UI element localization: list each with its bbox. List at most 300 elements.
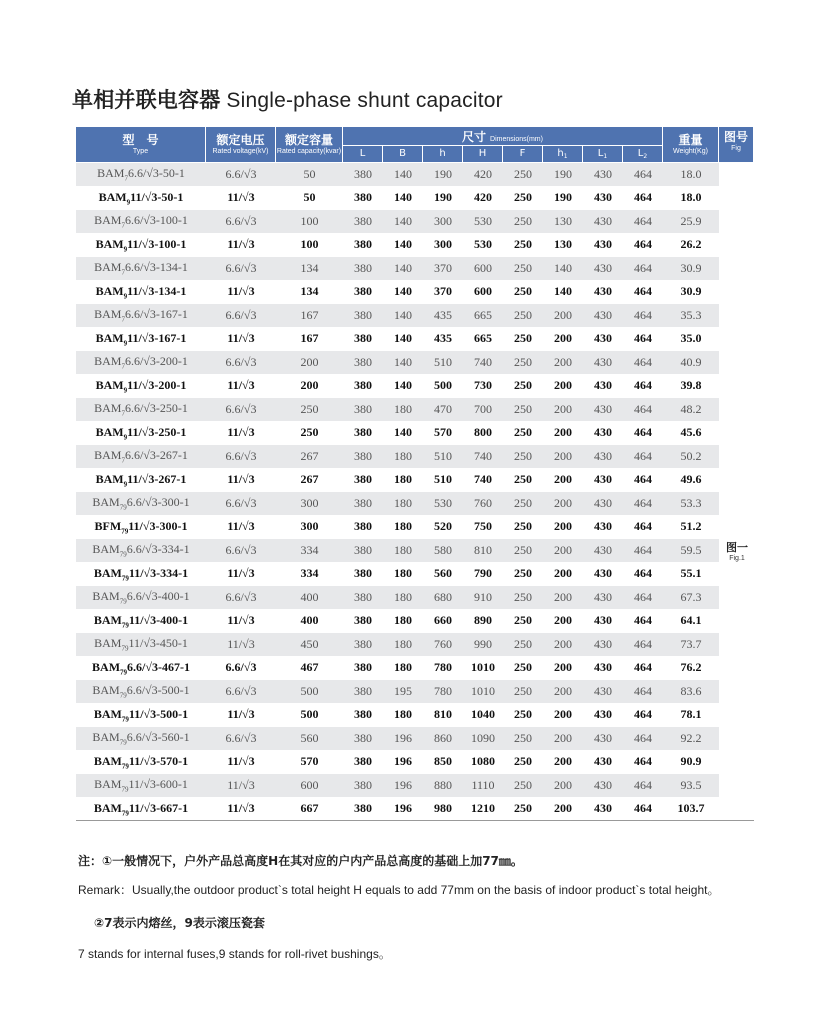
table-cell: 380 — [343, 727, 383, 751]
table-cell: 430 — [583, 704, 623, 728]
table-cell: 250 — [503, 445, 543, 469]
table-cell: 1010 — [463, 680, 503, 704]
table-row — [76, 422, 754, 446]
table-cell: 6.6/√3 — [206, 304, 276, 328]
table-cell: 250 — [503, 469, 543, 493]
table-cell: 380 — [343, 351, 383, 375]
table-cell: 250 — [503, 610, 543, 634]
header-dimensions: 尺寸 Dimensions(mm) — [343, 127, 663, 146]
model-cell: $BAM_{79}6.6/√3-500-1$ — [76, 680, 206, 704]
table-cell: 380 — [343, 633, 383, 657]
table-cell: 380 — [343, 586, 383, 610]
table-cell: 464 — [623, 563, 663, 587]
table-cell: 430 — [583, 633, 623, 657]
table-cell: 380 — [343, 774, 383, 798]
table-cell: 250 — [503, 751, 543, 775]
model-cell: $BAM_911/√3-250-1$ — [76, 422, 206, 446]
table-cell: 200 — [543, 351, 583, 375]
table-cell: 140 — [383, 422, 423, 446]
table-cell: 6.6/√3 — [206, 727, 276, 751]
model-cell: $BAM_{79}11/√3-570-1$ — [76, 751, 206, 775]
table-cell: 200 — [543, 492, 583, 516]
table-cell: 11/√3 — [206, 704, 276, 728]
table-cell: 49.6 — [663, 469, 719, 493]
table-cell: 190 — [543, 187, 583, 211]
table-cell: 730 — [463, 375, 503, 399]
table-cell: 18.0 — [663, 187, 719, 211]
header-weight: 重量 Weight(Kg) — [663, 127, 719, 163]
table-cell: 665 — [463, 328, 503, 352]
table-cell: 250 — [276, 422, 343, 446]
table-cell: 11/√3 — [206, 751, 276, 775]
table-cell: 464 — [623, 492, 663, 516]
table-cell: 180 — [383, 469, 423, 493]
table-cell: 11/√3 — [206, 328, 276, 352]
table-cell: 134 — [276, 281, 343, 305]
model-cell: $BAM_911/√3-200-1$ — [76, 375, 206, 399]
model-cell: $BAM_{79}11/√3-667-1$ — [76, 798, 206, 822]
table-row — [76, 210, 754, 234]
table-cell: 90.9 — [663, 751, 719, 775]
table-row — [76, 492, 754, 516]
table-row — [76, 657, 754, 681]
table-cell: 464 — [623, 234, 663, 258]
table-cell: 380 — [343, 257, 383, 281]
table-cell: 467 — [276, 657, 343, 681]
table-cell: 11/√3 — [206, 610, 276, 634]
table-cell: 200 — [543, 704, 583, 728]
table-cell: 430 — [583, 422, 623, 446]
table-cell: 760 — [423, 633, 463, 657]
table-cell: 300 — [276, 492, 343, 516]
table-cell: 267 — [276, 469, 343, 493]
header-fig: 图号 Fig — [719, 127, 754, 163]
fig-label: 图一 Fig.1 — [726, 541, 748, 562]
table-cell: 200 — [543, 586, 583, 610]
table-cell: 464 — [623, 798, 663, 822]
table-cell: 140 — [383, 351, 423, 375]
table-cell: 380 — [343, 751, 383, 775]
table-cell: 180 — [383, 539, 423, 563]
table-cell: 510 — [423, 445, 463, 469]
table-cell: 250 — [503, 163, 543, 187]
table-cell: 1110 — [463, 774, 503, 798]
table-row — [76, 234, 754, 258]
model-cell: $BAM_{79}11/√3-334-1$ — [76, 563, 206, 587]
fig-cell — [719, 375, 754, 399]
model-cell: $BAM_76.6/√3-134-1$ — [76, 257, 206, 281]
table-cell: 6.6/√3 — [206, 445, 276, 469]
dim-col-header: $h_1$ — [543, 146, 583, 163]
table-cell: 200 — [543, 422, 583, 446]
table-cell: 380 — [343, 657, 383, 681]
model-cell: $BAM_911/√3-267-1$ — [76, 469, 206, 493]
model-cell: $BAM_911/√3-134-1$ — [76, 281, 206, 305]
table-cell: 40.9 — [663, 351, 719, 375]
table-cell: 380 — [343, 234, 383, 258]
table-cell: 464 — [623, 398, 663, 422]
fig-cell — [719, 774, 754, 798]
table-cell: 530 — [463, 234, 503, 258]
table-cell: 200 — [543, 539, 583, 563]
model-cell: $BAM_{79}6.6/√3-400-1$ — [76, 586, 206, 610]
table-cell: 760 — [463, 492, 503, 516]
table-cell: 580 — [423, 539, 463, 563]
table-cell: 430 — [583, 210, 623, 234]
table-cell: 11/√3 — [206, 633, 276, 657]
table-cell: 420 — [463, 163, 503, 187]
model-cell: $BAM_{79}11/√3-400-1$ — [76, 610, 206, 634]
table-cell: 990 — [463, 633, 503, 657]
model-cell: $BAM_{79}11/√3-450-1$ — [76, 633, 206, 657]
spec-table — [76, 127, 754, 821]
table-cell: 464 — [623, 586, 663, 610]
table-cell: 196 — [383, 774, 423, 798]
table-cell: 1080 — [463, 751, 503, 775]
table-cell: 380 — [343, 704, 383, 728]
model-cell: $BAM_76.6/√3-167-1$ — [76, 304, 206, 328]
table-cell: 430 — [583, 351, 623, 375]
table-cell: 200 — [543, 751, 583, 775]
table-row — [76, 751, 754, 775]
model-cell: $BAM_76.6/√3-50-1$ — [76, 163, 206, 187]
table-cell: 180 — [383, 633, 423, 657]
table-cell: 464 — [623, 469, 663, 493]
table-row — [76, 328, 754, 352]
table-cell: 380 — [343, 680, 383, 704]
table-cell: 430 — [583, 751, 623, 775]
table-cell: 380 — [343, 375, 383, 399]
table-cell: 200 — [543, 563, 583, 587]
table-row — [76, 516, 754, 540]
table-cell: 250 — [503, 563, 543, 587]
table-cell: 464 — [623, 351, 663, 375]
table-cell: 430 — [583, 445, 623, 469]
table-cell: 334 — [276, 563, 343, 587]
header-voltage: 额定电压 Rated voltage(kV) — [206, 127, 276, 163]
table-row — [76, 633, 754, 657]
page-title — [72, 84, 503, 114]
table-cell: 180 — [383, 657, 423, 681]
table-cell: 464 — [623, 328, 663, 352]
note-outdoor-height: 注：①一般情况下，户外产品总高度H在其对应的户内产品总高度的基础上加77㎜。 — [78, 854, 523, 868]
table-cell: 740 — [463, 351, 503, 375]
table-cell: 50 — [276, 187, 343, 211]
table-cell: 6.6/√3 — [206, 539, 276, 563]
table-cell: 430 — [583, 281, 623, 305]
table-cell: 100 — [276, 234, 343, 258]
table-cell: 6.6/√3 — [206, 586, 276, 610]
fig-cell — [719, 704, 754, 728]
table-cell: 464 — [623, 727, 663, 751]
note-fuse-bushing: ②7表示内熔丝，9表示滚压瓷套 — [94, 916, 265, 930]
table-cell: 800 — [463, 422, 503, 446]
table-cell: 850 — [423, 751, 463, 775]
table-cell: 464 — [623, 257, 663, 281]
table-cell: 470 — [423, 398, 463, 422]
table-cell: 11/√3 — [206, 563, 276, 587]
table-cell: 380 — [343, 563, 383, 587]
fig-cell — [719, 351, 754, 375]
table-row — [76, 774, 754, 798]
table-row — [76, 187, 754, 211]
fig-cell — [719, 304, 754, 328]
table-cell: 250 — [276, 398, 343, 422]
table-row — [76, 610, 754, 634]
fig-cell — [719, 163, 754, 187]
table-cell: 300 — [276, 516, 343, 540]
table-cell: 140 — [383, 304, 423, 328]
dim-col-header: B — [383, 146, 423, 163]
table-row — [76, 351, 754, 375]
table-cell: 6.6/√3 — [206, 657, 276, 681]
table-cell: 464 — [623, 774, 663, 798]
table-cell: 11/√3 — [206, 774, 276, 798]
table-cell: 130 — [543, 210, 583, 234]
table-cell: 250 — [503, 680, 543, 704]
table-cell: 790 — [463, 563, 503, 587]
table-cell: 380 — [343, 422, 383, 446]
table-cell: 430 — [583, 798, 623, 822]
dim-col-header: L — [343, 146, 383, 163]
table-cell: 810 — [463, 539, 503, 563]
table-cell: 6.6/√3 — [206, 492, 276, 516]
table-cell: 510 — [423, 469, 463, 493]
table-cell: 250 — [503, 281, 543, 305]
table-cell: 200 — [543, 774, 583, 798]
table-cell: 140 — [383, 210, 423, 234]
table-cell: 180 — [383, 492, 423, 516]
table-cell: 200 — [543, 657, 583, 681]
table-cell: 130 — [543, 234, 583, 258]
table-cell: 11/√3 — [206, 234, 276, 258]
table-cell: 11/√3 — [206, 375, 276, 399]
table-cell: 200 — [276, 375, 343, 399]
table-cell: 45.6 — [663, 422, 719, 446]
table-cell: 380 — [343, 328, 383, 352]
dim-col-header: $L_2$ — [623, 146, 663, 163]
model-cell: $BAM_911/√3-100-1$ — [76, 234, 206, 258]
table-cell: 464 — [623, 304, 663, 328]
table-cell: 196 — [383, 751, 423, 775]
table-cell: 200 — [543, 328, 583, 352]
table-cell: 250 — [503, 187, 543, 211]
table-cell: 180 — [383, 563, 423, 587]
table-cell: 64.1 — [663, 610, 719, 634]
table-cell: 430 — [583, 257, 623, 281]
table-cell: 103.7 — [663, 798, 719, 822]
table-cell: 180 — [383, 516, 423, 540]
table-cell: 430 — [583, 163, 623, 187]
table-cell: 910 — [463, 586, 503, 610]
table-row — [76, 398, 754, 422]
table-cell: 380 — [343, 516, 383, 540]
table-cell: 11/√3 — [206, 798, 276, 822]
table-cell: 195 — [383, 680, 423, 704]
table-cell: 140 — [383, 328, 423, 352]
table-cell: 1040 — [463, 704, 503, 728]
table-cell: 200 — [543, 398, 583, 422]
table-cell: 73.7 — [663, 633, 719, 657]
table-cell: 180 — [383, 610, 423, 634]
fig-cell — [719, 328, 754, 352]
table-cell: 334 — [276, 539, 343, 563]
table-cell: 667 — [276, 798, 343, 822]
table-cell: 430 — [583, 680, 623, 704]
table-cell: 464 — [623, 633, 663, 657]
table-cell: 464 — [623, 210, 663, 234]
table-cell: 520 — [423, 516, 463, 540]
table-cell: 530 — [463, 210, 503, 234]
table-cell: 450 — [276, 633, 343, 657]
table-row — [76, 798, 754, 822]
fig-cell — [719, 633, 754, 657]
table-cell: 18.0 — [663, 163, 719, 187]
table-cell: 860 — [423, 727, 463, 751]
table-cell: 200 — [276, 351, 343, 375]
fig-cell — [719, 680, 754, 704]
table-cell: 370 — [423, 281, 463, 305]
table-cell: 6.6/√3 — [206, 257, 276, 281]
fig-cell — [719, 210, 754, 234]
table-cell: 250 — [503, 492, 543, 516]
fig-cell — [719, 727, 754, 751]
table-cell: 430 — [583, 727, 623, 751]
table-cell: 200 — [543, 445, 583, 469]
table-cell: 430 — [583, 304, 623, 328]
table-row — [76, 281, 754, 305]
table-cell: 464 — [623, 281, 663, 305]
table-cell: 196 — [383, 798, 423, 822]
model-cell: $BFM_{79}11/√3-300-1$ — [76, 516, 206, 540]
table-cell: 400 — [276, 610, 343, 634]
table-cell: 11/√3 — [206, 516, 276, 540]
model-cell: $BAM_{79}11/√3-600-1$ — [76, 774, 206, 798]
table-cell: 250 — [503, 633, 543, 657]
table-cell: 740 — [463, 469, 503, 493]
table-cell: 250 — [503, 539, 543, 563]
table-cell: 200 — [543, 375, 583, 399]
fig-cell — [719, 257, 754, 281]
table-cell: 25.9 — [663, 210, 719, 234]
table-cell: 83.6 — [663, 680, 719, 704]
table-cell: 810 — [423, 704, 463, 728]
model-cell: $BAM_911/√3-167-1$ — [76, 328, 206, 352]
table-cell: 250 — [503, 234, 543, 258]
table-row — [76, 163, 754, 187]
table-cell: 380 — [343, 398, 383, 422]
remark-text: Remark：Usually,the outdoor product`s total height H equals to add 77mm on the basis of indoor product`s total height。 — [78, 883, 720, 897]
model-cell: $BAM_{79}11/√3-500-1$ — [76, 704, 206, 728]
table-row — [76, 539, 754, 563]
table-cell: 50 — [276, 163, 343, 187]
table-cell: 750 — [463, 516, 503, 540]
table-cell: 430 — [583, 516, 623, 540]
table-cell: 380 — [343, 798, 383, 822]
table-cell: 464 — [623, 375, 663, 399]
table-cell: 250 — [503, 422, 543, 446]
table-cell: 430 — [583, 610, 623, 634]
table-cell: 267 — [276, 445, 343, 469]
table-cell: 250 — [503, 398, 543, 422]
table-row — [76, 375, 754, 399]
table-cell: 380 — [343, 163, 383, 187]
table-cell: 67.3 — [663, 586, 719, 610]
stands-text: 7 stands for internal fuses,9 stands for roll-rivet bushings。 — [78, 947, 391, 961]
table-cell: 39.8 — [663, 375, 719, 399]
model-cell: $BAM_76.6/√3-250-1$ — [76, 398, 206, 422]
table-cell: 134 — [276, 257, 343, 281]
table-cell: 190 — [543, 163, 583, 187]
table-cell: 11/√3 — [206, 422, 276, 446]
table-cell: 890 — [463, 610, 503, 634]
table-cell: 430 — [583, 234, 623, 258]
table-cell: 250 — [503, 774, 543, 798]
table-cell: 200 — [543, 727, 583, 751]
table-cell: 300 — [423, 210, 463, 234]
table-row — [76, 469, 754, 493]
table-cell: 250 — [503, 586, 543, 610]
table-cell: 200 — [543, 610, 583, 634]
model-cell: $BAM_{79}6.6/√3-300-1$ — [76, 492, 206, 516]
table-cell: 53.3 — [663, 492, 719, 516]
table-cell: 430 — [583, 563, 623, 587]
header-type: 型 号 Type — [76, 127, 206, 163]
model-cell: $BAM_{79}6.6/√3-334-1$ — [76, 539, 206, 563]
table-cell: 500 — [276, 680, 343, 704]
title-en: Single-phase shunt capacitor — [226, 89, 503, 112]
table-row — [76, 680, 754, 704]
table-row — [76, 563, 754, 587]
dim-col-header: F — [503, 146, 543, 163]
table-cell: 196 — [383, 727, 423, 751]
table-row — [76, 445, 754, 469]
table-cell: 430 — [583, 539, 623, 563]
table-cell: 30.9 — [663, 257, 719, 281]
table-cell: 250 — [503, 304, 543, 328]
table-row — [76, 727, 754, 751]
table-cell: 51.2 — [663, 516, 719, 540]
table-cell: 48.2 — [663, 398, 719, 422]
table-cell: 665 — [463, 304, 503, 328]
model-cell: $BAM_76.6/√3-100-1$ — [76, 210, 206, 234]
table-cell: 200 — [543, 469, 583, 493]
fig-cell — [719, 398, 754, 422]
table-cell: 380 — [343, 492, 383, 516]
table-cell: 93.5 — [663, 774, 719, 798]
table-cell: 435 — [423, 304, 463, 328]
table-cell: 200 — [543, 304, 583, 328]
model-cell: $BAM_76.6/√3-267-1$ — [76, 445, 206, 469]
fig-cell — [719, 492, 754, 516]
fig-cell — [719, 751, 754, 775]
table-cell: 380 — [343, 210, 383, 234]
table-cell: 430 — [583, 328, 623, 352]
table-cell: 570 — [276, 751, 343, 775]
table-cell: 500 — [423, 375, 463, 399]
table-cell: 430 — [583, 774, 623, 798]
table-cell: 180 — [383, 398, 423, 422]
fig-cell — [719, 657, 754, 681]
table-cell: 300 — [423, 234, 463, 258]
table-cell: 780 — [423, 657, 463, 681]
table-cell: 570 — [423, 422, 463, 446]
table-cell: 35.3 — [663, 304, 719, 328]
notes — [78, 852, 748, 962]
table-cell: 167 — [276, 304, 343, 328]
table-cell: 380 — [343, 469, 383, 493]
table-cell: 78.1 — [663, 704, 719, 728]
